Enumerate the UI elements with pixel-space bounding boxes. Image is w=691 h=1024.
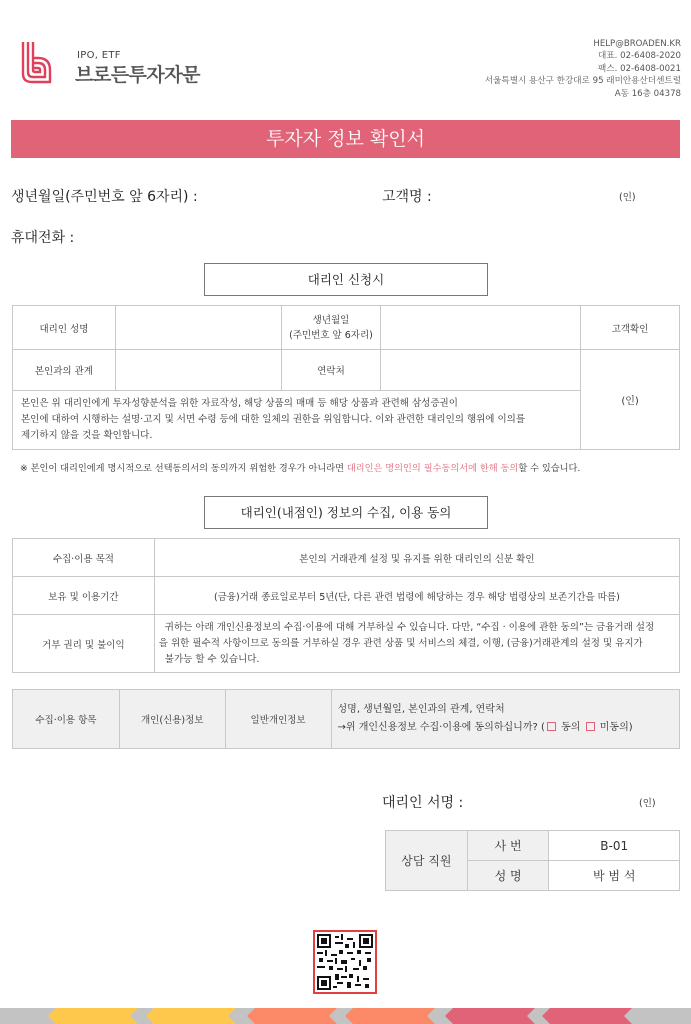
contact-fax: 팩스. 02-6408-0021	[598, 63, 681, 74]
logo-subtitle: IPO, ETF	[77, 50, 121, 61]
disagree-checkbox[interactable]	[586, 722, 595, 731]
items-detail	[331, 690, 680, 749]
staff-table	[385, 830, 680, 891]
relation-input[interactable]	[115, 350, 281, 391]
agree-label: 동의	[561, 722, 581, 733]
delegation-line3: 제기하지 않을 것을 확인합니다.	[21, 430, 153, 441]
contact-address-line1: 서울특별시 용산구 한강대로 95 래미안용산더센트럴	[484, 76, 681, 87]
staff-id-label: 사 번	[467, 831, 549, 861]
staff-group-label: 상담 직원	[386, 831, 468, 891]
refusal-label: 거부 권리 및 불이익	[13, 615, 155, 673]
staff-name-value: 박 범 석	[549, 861, 680, 891]
agent-birth-label	[281, 306, 381, 350]
refusal-line2: 을 위한 필수적 사항이므로 동의를 거부하실 경우 관련 상품 및 서비스의 체결, 이행, (금융)거래관계의 설정 및 유지가	[158, 637, 643, 649]
items-col-general: 일반개인정보	[225, 690, 331, 749]
document-title: 투자자 정보 확인서	[11, 120, 680, 158]
agent-birth-label-line1: 생년월일	[312, 314, 350, 326]
consent-section-heading: 대리인(내점인) 정보의 수집, 이용 동의	[204, 496, 488, 529]
chevron-arrow-icon	[445, 1008, 535, 1024]
agent-section-heading: 대리인 신청시	[204, 263, 488, 296]
customer-name-label: 고객명 :	[382, 189, 432, 205]
consent-question-text: →위 개인신용정보 수집·이용에 동의하십니까? (	[337, 722, 545, 733]
agent-name-input[interactable]	[115, 306, 281, 350]
note-suffix: 할 수 있습니다.	[518, 463, 581, 474]
contact-tel: 대표. 02-6408-2020	[598, 51, 681, 62]
delegation-statement	[13, 391, 581, 450]
contact-email: HELP@BROADEN.KR	[593, 39, 681, 49]
agent-birth-input[interactable]	[381, 306, 581, 350]
company-logo	[20, 40, 200, 88]
birth-date-label: 생년월일(주민번호 앞 6자리) :	[11, 189, 198, 205]
agent-signature-seal[interactable]: (인)	[639, 798, 656, 809]
agent-table	[12, 305, 680, 450]
footer-chevron-bar	[0, 1008, 691, 1024]
contact-label: 연락처	[281, 350, 381, 391]
consent-question	[338, 719, 672, 737]
disagree-label: 미동의)	[599, 722, 633, 733]
delegation-line1: 본인은 위 대리인에게 투자성향분석을 위한 자료작성, 해당 상품의 매매 등 해당 상품과 관련해 삼성증권이	[21, 398, 458, 409]
chevron-arrow-icon	[48, 1008, 138, 1024]
items-col-credit: 개인(신용)정보	[119, 690, 225, 749]
agent-note	[20, 460, 580, 474]
contact-address-line2: A동 16층 04378	[614, 88, 681, 99]
agent-name-label: 대리인 성명	[13, 306, 116, 350]
agent-signature-label: 대리인 서명 :	[382, 795, 464, 811]
relation-label: 본인과의 관계	[13, 350, 116, 391]
logo-mark-icon	[20, 40, 54, 84]
items-table	[12, 689, 680, 749]
logo-company-name: 브로든투자자문	[75, 64, 200, 86]
retention-value: (금융)거래 종료일로부터 5년(단, 다른 관련 법령에 해당하는 경우 해당 법령상의 보존기간을 따름)	[154, 577, 679, 615]
delegation-line2: 본인에 대하여 시행하는 설명·고지 및 서면 수령 등에 대한 일체의 권한을 위임합니다. 이와 관련한 대리인의 행위에 이의를	[21, 414, 526, 425]
chevron-arrow-icon	[247, 1008, 337, 1024]
staff-id-value: B-01	[549, 831, 680, 861]
contact-info	[485, 38, 681, 100]
note-highlight: 대리인은 명의인의 필수동의서에 한해 동의	[346, 463, 519, 474]
items-list: 성명, 생년월일, 본인과의 관계, 연락처	[337, 704, 505, 715]
refusal-value	[154, 615, 679, 673]
staff-name-label: 성 명	[467, 861, 549, 891]
qr-code-icon	[317, 934, 373, 990]
agent-birth-label-line2: (주민번호 앞 6자리)	[289, 329, 373, 341]
contact-input[interactable]	[381, 350, 581, 391]
items-col-label: 수집·이용 항목	[13, 690, 120, 749]
chevron-arrow-icon	[146, 1008, 236, 1024]
note-prefix: ※ 본인이 대리인에게 명시적으로 선택동의서의 동의까지 위험한 경우가 아니라면	[20, 463, 347, 474]
chevron-arrow-icon	[345, 1008, 435, 1024]
consent-table	[12, 538, 680, 673]
customer-check-seal[interactable]: (인)	[581, 350, 680, 450]
purpose-label: 수집·이용 목적	[13, 539, 155, 577]
customer-check-label: 고객확인	[581, 306, 680, 350]
agree-checkbox[interactable]	[547, 722, 556, 731]
refusal-line1: 귀하는 아래 개인신용정보의 수집·이용에 대해 거부하실 수 있습니다. 다만, “수집 · 이용에 관한 동의”는 금융거래 설정	[164, 621, 655, 633]
qr-code[interactable]	[313, 930, 377, 994]
customer-seal: (인)	[619, 192, 636, 203]
purpose-value: 본인의 거래관계 설정 및 유지를 위한 대리인의 신분 확인	[154, 539, 679, 577]
retention-label: 보유 및 이용기간	[13, 577, 155, 615]
refusal-line3: 불가능 할 수 있습니다.	[164, 653, 260, 665]
chevron-arrow-icon	[542, 1008, 632, 1024]
phone-label: 휴대전화 :	[11, 230, 75, 246]
